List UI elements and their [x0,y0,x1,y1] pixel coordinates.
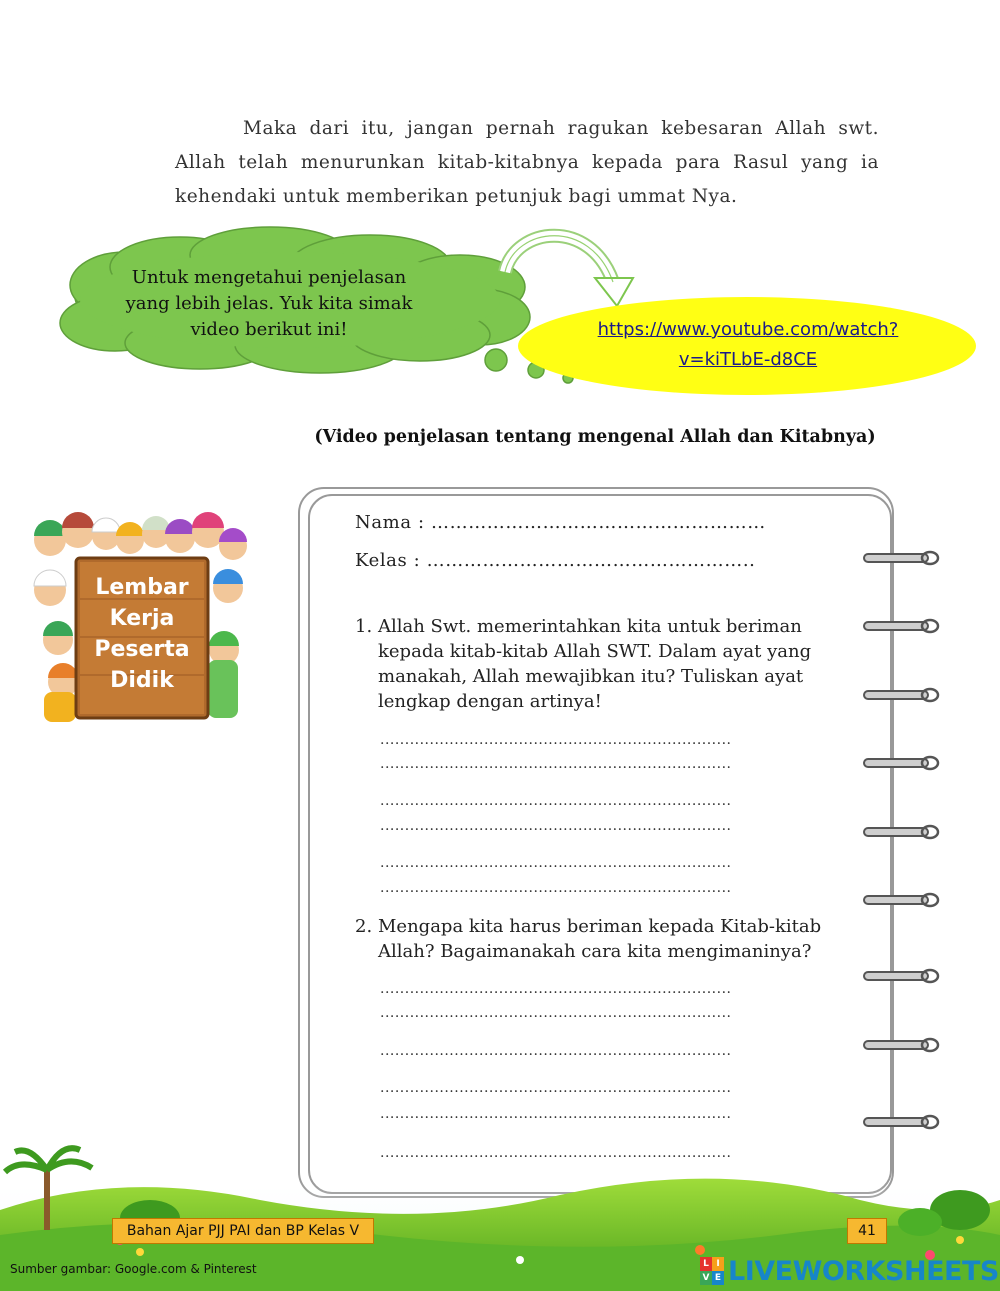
spiral-ring-icon [862,1113,942,1131]
spiral-ring-icon [862,967,942,985]
spiral-ring-icon [862,823,942,841]
badge-letter: V [700,1271,712,1285]
intro-text: Maka dari itu, jangan pernah ragukan kebesaran Allah swt. Allah telah menurunkan kitab-kitabnya kepada para Rasul yang ia kehendaki untuk memberikan petunjuk bagi ummat Nya. [175,118,879,207]
spiral-ring-icon [862,891,942,909]
answer-line[interactable]: ....................................................................... [380,880,732,896]
answer-line[interactable]: ....................................................................... [380,1106,732,1122]
answer-line[interactable]: ....................................................................... [380,1080,732,1096]
intro-paragraph [175,112,879,214]
answer-line[interactable]: ....................................................................... [380,981,732,997]
answer-line[interactable]: ....................................................................... [380,855,732,871]
spiral-ring-icon [862,1036,942,1054]
answer-line[interactable]: ....................................................................... [380,1043,732,1059]
question-number: 1. [355,616,373,637]
nama-field[interactable]: Nama : ……………………………………………… [355,512,766,533]
spiral-ring-icon [862,686,942,704]
video-caption: (Video penjelasan tentang mengenal Allah dan Kitabnya) [314,427,876,447]
answer-line[interactable]: ....................................................................... [380,1145,732,1161]
answer-line[interactable]: ....................................................................... [380,818,732,834]
liveworksheets-logo[interactable] [700,1254,999,1288]
question-text: Mengapa kita harus beriman kepada Kitab-kitab Allah? Bagaimanakah cara kita mengimaninya? [378,916,822,962]
answer-line[interactable]: ....................................................................... [380,732,732,748]
badge-letter: I [712,1257,724,1271]
liveworksheets-wordmark: LIVEWORKSHEETS [728,1255,999,1287]
image-source: Sumber gambar: Google.com & Pinterest [10,1262,257,1276]
question-1 [355,614,845,714]
question-number: 2. [355,916,373,937]
spiral-ring-icon [862,617,942,635]
lkpd-line: Lembar [95,575,189,600]
cloud-text: Untuk mengetahui penjelasan yang lebih jelas. Yuk kita simak video berikut ini! [125,267,413,340]
spiral-ring-icon [862,549,942,567]
kelas-field[interactable]: Kelas : …………………………………………….. [355,550,756,571]
spiral-ring-icon [862,754,942,772]
badge-letter: L [700,1257,712,1271]
lkpd-line: Peserta [94,637,190,662]
lkpd-line: Didik [110,668,174,693]
question-2 [355,914,845,964]
answer-line[interactable]: ....................................................................... [380,793,732,809]
book-title-label: Bahan Ajar PJJ PAI dan BP Kelas V [112,1218,374,1244]
page-number: 41 [847,1218,887,1244]
answer-line[interactable]: ....................................................................... [380,1005,732,1021]
question-text: Allah Swt. memerintahkan kita untuk beriman kepada kitab-kitab Allah SWT. Dalam ayat yang manakah, Allah mewajibkan itu? Tuliskan ayat lengkap dengan artinya! [378,616,812,712]
video-link[interactable]: https://www.youtube.com/watch?v=kiTLbE-d8CE [597,319,899,370]
badge-letter: E [712,1271,724,1285]
liveworksheets-badge-icon [700,1257,724,1285]
lkpd-title [76,572,208,696]
lkpd-line: Kerja [109,606,175,631]
curved-arrow-icon [495,222,645,312]
answer-line[interactable]: ....................................................................... [380,756,732,772]
